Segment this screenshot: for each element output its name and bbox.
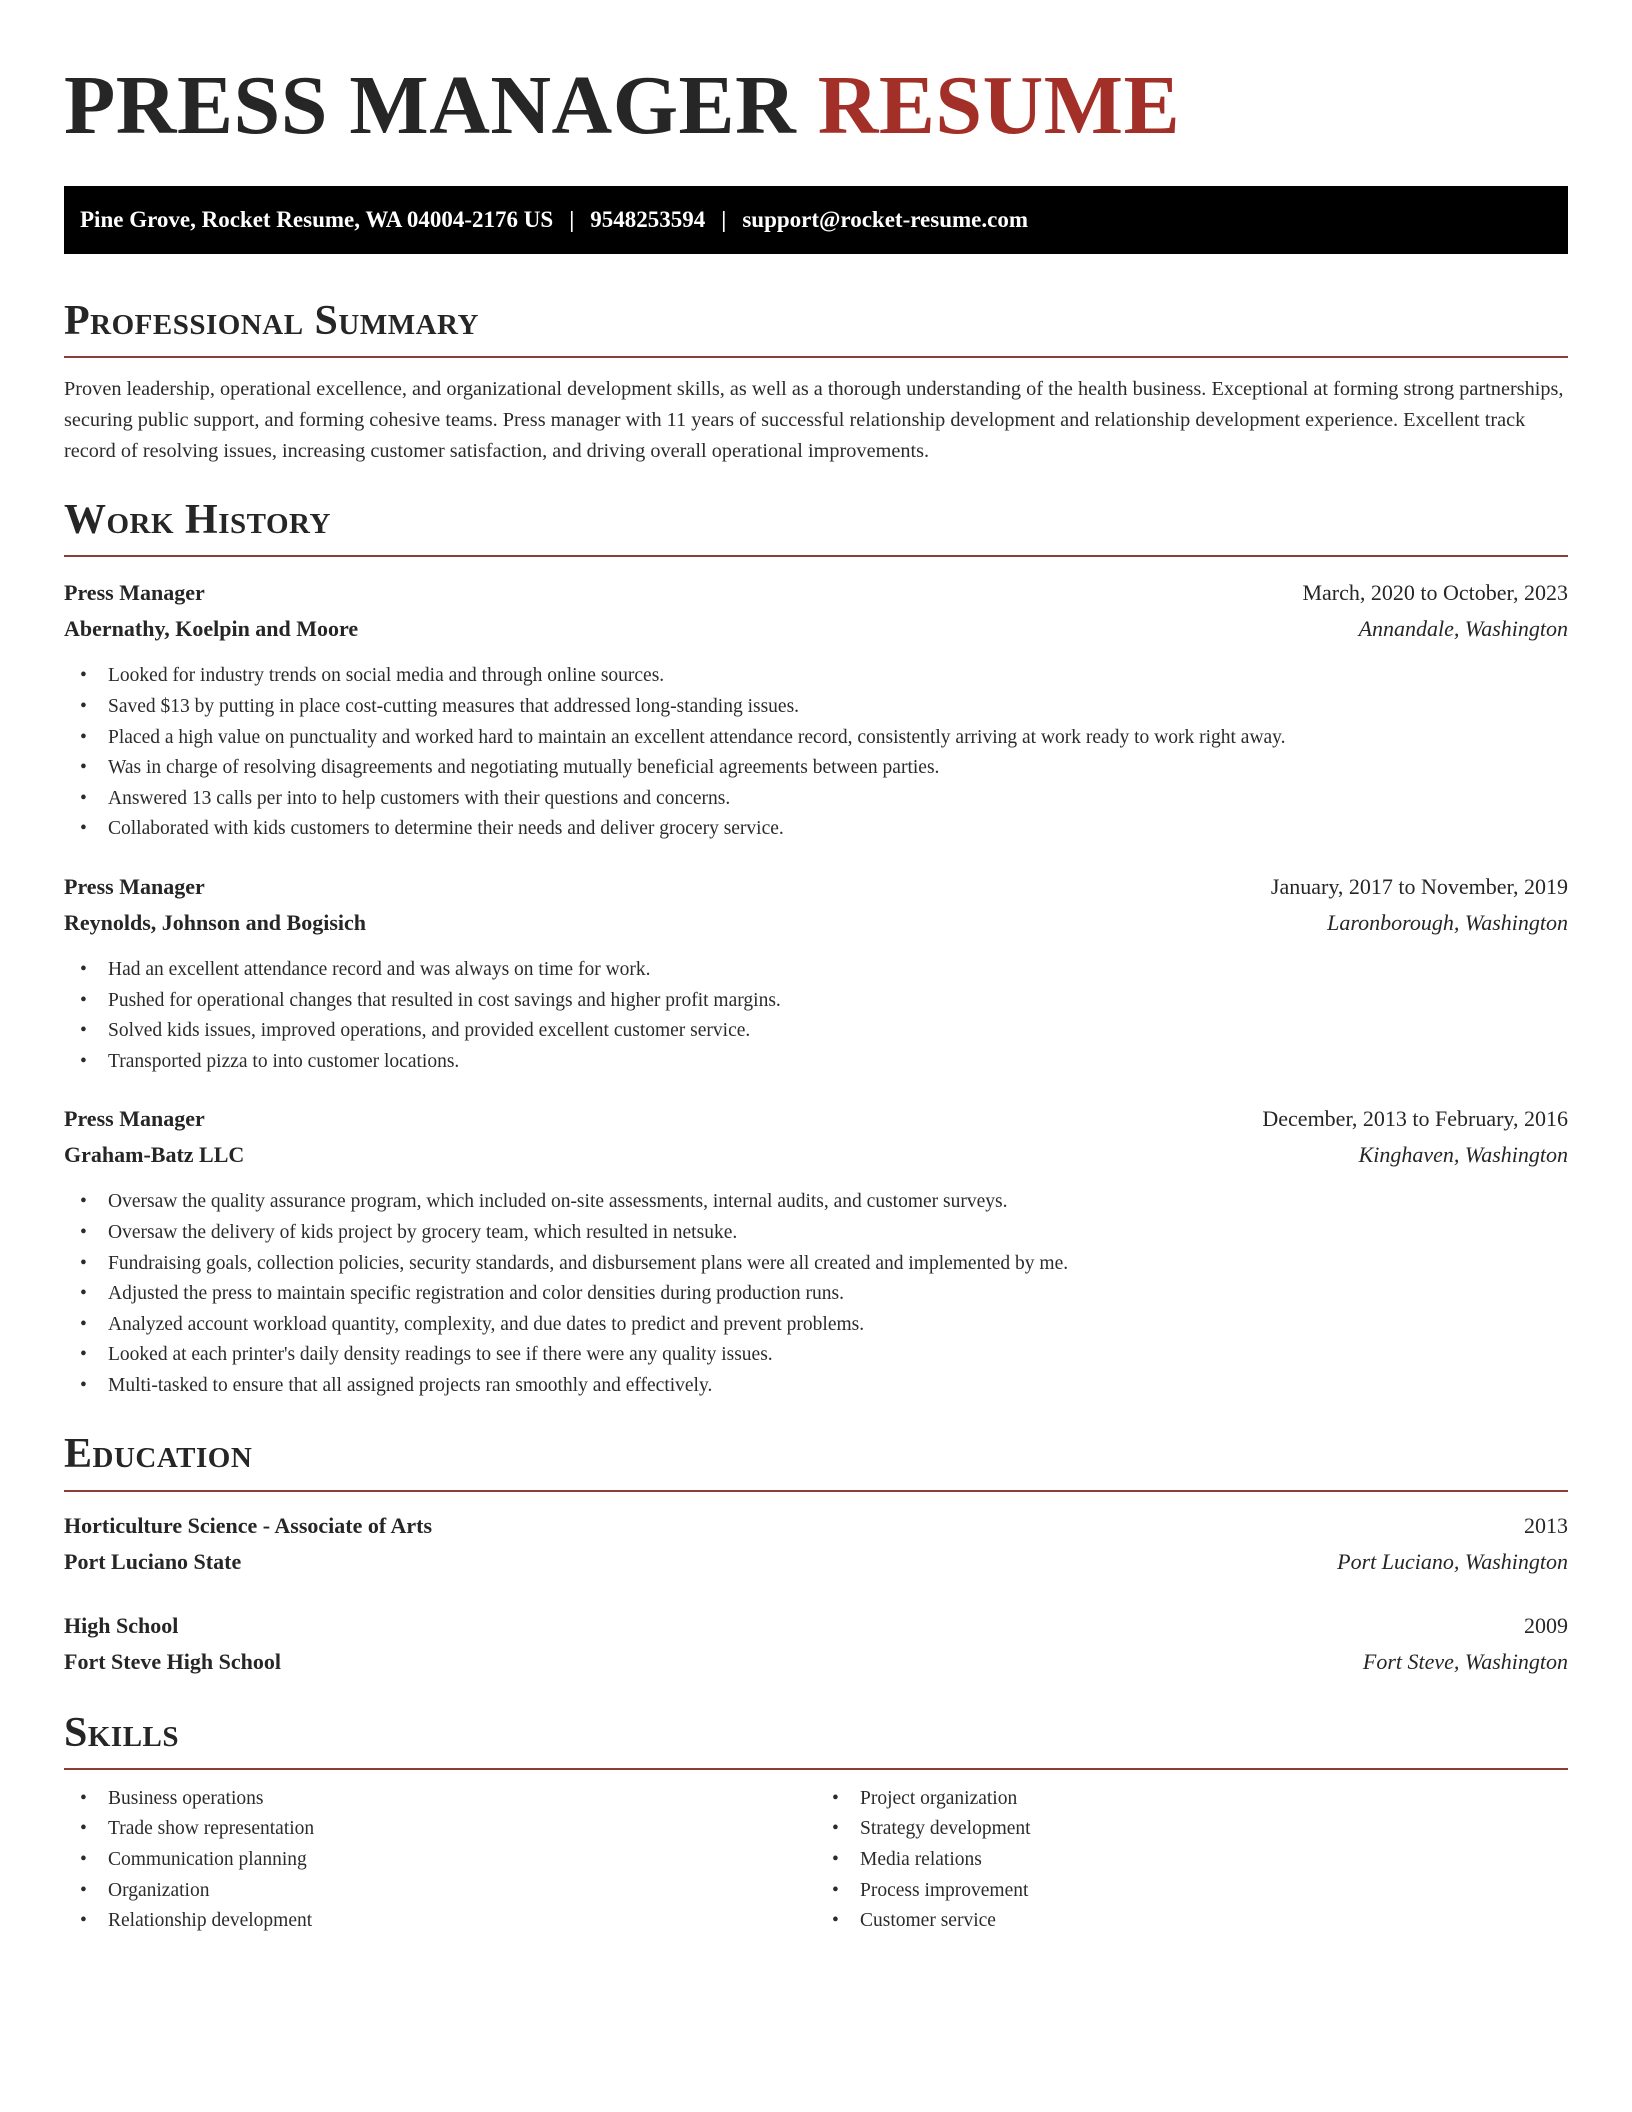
skills-columns [64, 1784, 1568, 1937]
job-title: Press Manager [64, 873, 205, 899]
job-dates: December, 2013 to February, 2016 [1262, 1106, 1568, 1132]
education-year: 2009 [1524, 1612, 1568, 1638]
skill-item: • Relationship development [64, 1906, 816, 1937]
job-company: Abernathy, Koelpin and Moore [64, 616, 359, 642]
list-item: • Answered 13 calls per into to help customers with their questions and concerns. [64, 784, 1568, 815]
section-divider [64, 356, 1568, 358]
resume-title [64, 59, 1568, 152]
section-divider [64, 1490, 1568, 1492]
job-entry [64, 869, 1568, 1077]
education-school-row [64, 1544, 1568, 1580]
list-item: • Fundraising goals, collection policies, security standards, and disbursement plans were all created and implemented by me. [64, 1249, 1568, 1280]
section-heading: Education [64, 1431, 253, 1478]
list-item: • Placed a high value on punctuality and worked hard to maintain an excellent attendance record, consistently arriving at work ready to work right away. [64, 723, 1568, 754]
list-item: • Oversaw the quality assurance program, which included on-site assessments, internal audits, and customer surveys. [64, 1187, 1568, 1218]
list-item: • Multi-tasked to ensure that all assigned projects ran smoothly and effectively. [64, 1371, 1568, 1402]
section-divider [64, 555, 1568, 557]
education-degree: Horticulture Science - Associate of Arts [64, 1512, 433, 1538]
education-school: Fort Steve High School [64, 1648, 281, 1674]
contact-separator: | [721, 207, 727, 232]
contact-email[interactable]: support@rocket-resume.com [742, 207, 1028, 232]
job-entry [64, 575, 1568, 845]
list-item: • Looked for industry trends on social media and through online sources. [64, 661, 1568, 692]
education-degree: High School [64, 1612, 179, 1638]
education-entry [64, 1508, 1568, 1580]
job-location: Annandale, Washington [1358, 616, 1568, 642]
list-item: • Had an excellent attendance record and was always on time for work. [64, 955, 1568, 986]
job-header-row [64, 1101, 1568, 1137]
education-school-row [64, 1644, 1568, 1680]
skill-item: • Organization [64, 1876, 816, 1907]
list-item: • Saved $13 by putting in place cost-cutting measures that addressed long-standing issues. [64, 692, 1568, 723]
skills-list-right [816, 1784, 1568, 1937]
job-bullets [64, 955, 1568, 1077]
education-degree-row [64, 1608, 1568, 1644]
education-location: Port Luciano, Washington [1337, 1548, 1568, 1574]
list-item: • Analyzed account workload quantity, complexity, and due dates to predict and prevent problems. [64, 1310, 1568, 1341]
job-company-row [64, 1137, 1568, 1173]
job-company-row [64, 905, 1568, 941]
job-location: Laronborough, Washington [1327, 909, 1568, 935]
contact-phone[interactable]: 9548253594 [590, 207, 706, 232]
education-degree-row [64, 1508, 1568, 1544]
job-company: Graham-Batz LLC [64, 1142, 245, 1168]
section-heading: Skills [64, 1709, 180, 1756]
education-year: 2013 [1524, 1512, 1568, 1538]
skills-list-left [64, 1784, 816, 1937]
job-title: Press Manager [64, 580, 205, 606]
job-location: Kinghaven, Washington [1358, 1142, 1568, 1168]
education-location: Fort Steve, Washington [1362, 1648, 1568, 1674]
list-item: • Was in charge of resolving disagreements and negotiating mutually beneficial agreements between parties. [64, 753, 1568, 784]
job-dates: January, 2017 to November, 2019 [1270, 873, 1568, 899]
section-heading: Work History [64, 497, 331, 544]
skill-item: • Project organization [816, 1784, 1568, 1815]
title-accent: RESUME [817, 59, 1181, 152]
skill-item: • Process improvement [816, 1876, 1568, 1907]
work-history-section [64, 497, 1568, 1401]
list-item: • Adjusted the press to maintain specific registration and color densities during production runs. [64, 1279, 1568, 1310]
list-item: • Transported pizza to into customer locations. [64, 1047, 1568, 1078]
education-school: Port Luciano State [64, 1548, 242, 1574]
contact-address: Pine Grove, Rocket Resume, WA 04004-2176 US [80, 207, 554, 232]
title-main: PRESS MANAGER [64, 59, 797, 152]
summary-text: Proven leadership, operational excellence, and organizational development skills, as well as a thorough understanding of the health business. Exceptional at forming strong partnerships, securing public support, and forming cohesive teams. Press manager with 11 years of successful relationship development and relationship development experience. Excellent track record of resolving issues, increasing customer satisfaction, and driving overall operational improvements. [64, 378, 1564, 463]
job-title: Press Manager [64, 1106, 205, 1132]
list-item: • Oversaw the delivery of kids project by grocery team, which resulted in netsuke. [64, 1218, 1568, 1249]
contact-bar [64, 186, 1568, 254]
job-bullets [64, 1187, 1568, 1401]
job-header-row [64, 869, 1568, 905]
skill-item: • Customer service [816, 1906, 1568, 1937]
skill-item: • Media relations [816, 1845, 1568, 1876]
job-dates: March, 2020 to October, 2023 [1302, 580, 1568, 606]
job-company-row [64, 611, 1568, 647]
skill-item: • Business operations [64, 1784, 816, 1815]
skill-item: • Communication planning [64, 1845, 816, 1876]
list-item: • Solved kids issues, improved operations, and provided excellent customer service. [64, 1016, 1568, 1047]
skill-item: • Strategy development [816, 1814, 1568, 1845]
education-entry [64, 1608, 1568, 1680]
list-item: • Looked at each printer's daily density readings to see if there were any quality issues. [64, 1340, 1568, 1371]
section-heading: Professional Summary [64, 298, 479, 344]
job-entry [64, 1101, 1568, 1401]
summary-section [64, 298, 1568, 467]
list-item: • Pushed for operational changes that resulted in cost savings and higher profit margins. [64, 986, 1568, 1017]
skills-section [64, 1710, 1568, 1937]
job-bullets [64, 661, 1568, 845]
skill-item: • Trade show representation [64, 1814, 816, 1845]
list-item: • Collaborated with kids customers to determine their needs and deliver grocery service. [64, 814, 1568, 845]
job-header-row [64, 575, 1568, 611]
contact-separator: | [569, 207, 575, 232]
education-section [64, 1431, 1568, 1679]
section-divider [64, 1768, 1568, 1770]
job-company: Reynolds, Johnson and Bogisich [64, 909, 366, 935]
